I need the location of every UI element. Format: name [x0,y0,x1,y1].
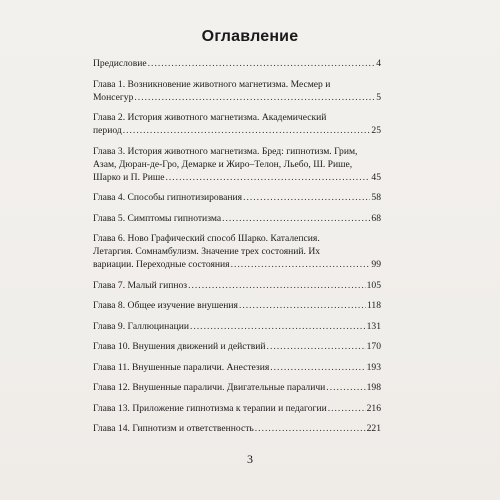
dot-leader [328,402,366,415]
toc-entry-chapter-10 [93,340,381,353]
toc-entry-text: Предисловие [93,58,147,69]
toc-entry-chapter-4 [93,191,381,204]
toc-entry-text: Глава 11. Внушенные параличи. Анестезия [93,361,270,373]
toc-entry-text: Глава 9. Галлюцинации [93,320,189,332]
toc-entry-chapter-3 [93,145,381,184]
dot-leader [188,279,366,292]
toc-entry-text: Глава 8. Общее изучение внушения [93,300,238,311]
toc-page-number: 193 [366,361,381,373]
toc-page-number: 131 [366,320,381,332]
toc-entry-text: вариации. Переходные состояния [93,259,230,270]
toc-entry-line: Азам, Дюран-де-Гро, Демарке и Жиро–Телон, Льебо, Ш. Рише, [93,158,353,170]
toc-page-number: 118 [366,300,381,311]
toc-entry-text: Глава 12. Внушенные параличи. Двигательные параличи [93,382,326,393]
dot-leader [148,57,376,70]
toc-page-number: 45 [371,171,381,183]
toc-page-number: 25 [371,125,381,136]
dot-leader [239,299,366,312]
toc-entry-preface [93,57,381,70]
toc-entry-line: Летаргия. Сомнамбулизм. Значение трех состояний. Их [93,246,321,257]
toc-page-number: 5 [376,91,381,103]
toc-entry-chapter-11 [93,361,381,374]
dot-leader [190,320,366,333]
toc-entry-chapter-7 [93,279,381,292]
toc-entry-chapter-14 [93,422,381,435]
page-number: 3 [247,452,253,466]
toc-entry-text: Шарко и П. Рише [93,171,165,183]
toc-entry-text: Глава 10. Внушения движений и действий [93,341,266,352]
dot-leader [267,340,366,353]
dot-leader [165,171,370,184]
dot-leader [270,361,365,374]
toc-entry-line: Глава 3. История животного магнетизма. Бред: гипнотизм. Грим, [93,145,358,157]
dot-leader [123,124,371,137]
toc-entry-text: Глава 4. Способы гипнотизирования [93,192,243,203]
dot-leader [231,258,371,271]
toc-entry-line: Глава 1. Возникновение животного магнетизма. Месмер и [93,78,331,90]
dot-leader [326,381,365,394]
toc-page-number: 105 [366,279,381,291]
toc-entry-text: период [93,125,122,136]
toc-page-number: 99 [371,259,381,270]
toc-entry-chapter-8 [93,299,381,312]
toc-entry-chapter-1 [93,78,381,104]
toc-page-number: 216 [366,402,381,414]
toc-page-number: 58 [371,192,381,203]
toc-entry-chapter-2 [93,111,381,137]
dot-leader [134,91,375,104]
toc-entry-chapter-12 [93,381,381,394]
toc-entry-chapter-13 [93,402,381,415]
toc-entry-chapter-6 [93,232,381,271]
table-of-contents [93,57,381,443]
toc-entry-text: Глава 5. Симптомы гипнотизма [93,212,222,224]
page-title: Оглавление [201,28,299,45]
toc-entry-text: Глава 14. Гипнотизм и ответственность [93,423,254,434]
toc-page-number: 221 [366,423,381,434]
toc-page-number: 68 [371,212,381,224]
dot-leader [222,212,370,225]
toc-page-number: 170 [366,341,381,352]
toc-entry-chapter-9 [93,320,381,333]
dot-leader [243,191,370,204]
dot-leader [255,422,366,435]
toc-entry-text: Глава 7. Малый гипноз [93,279,188,291]
toc-entry-chapter-5 [93,212,381,225]
toc-entry-line: Глава 6. Ново Графический способ Шарко. Каталепсия. [93,233,320,244]
toc-entry-line: Глава 2. История животного магнетизма. Академический [93,112,327,123]
toc-entry-text: Монсегур [93,91,134,103]
toc-entry-text: Глава 13. Приложение гипнотизма к терапии и педагогии [93,402,327,414]
toc-page-number: 4 [376,58,381,69]
toc-page-number: 198 [366,382,381,393]
